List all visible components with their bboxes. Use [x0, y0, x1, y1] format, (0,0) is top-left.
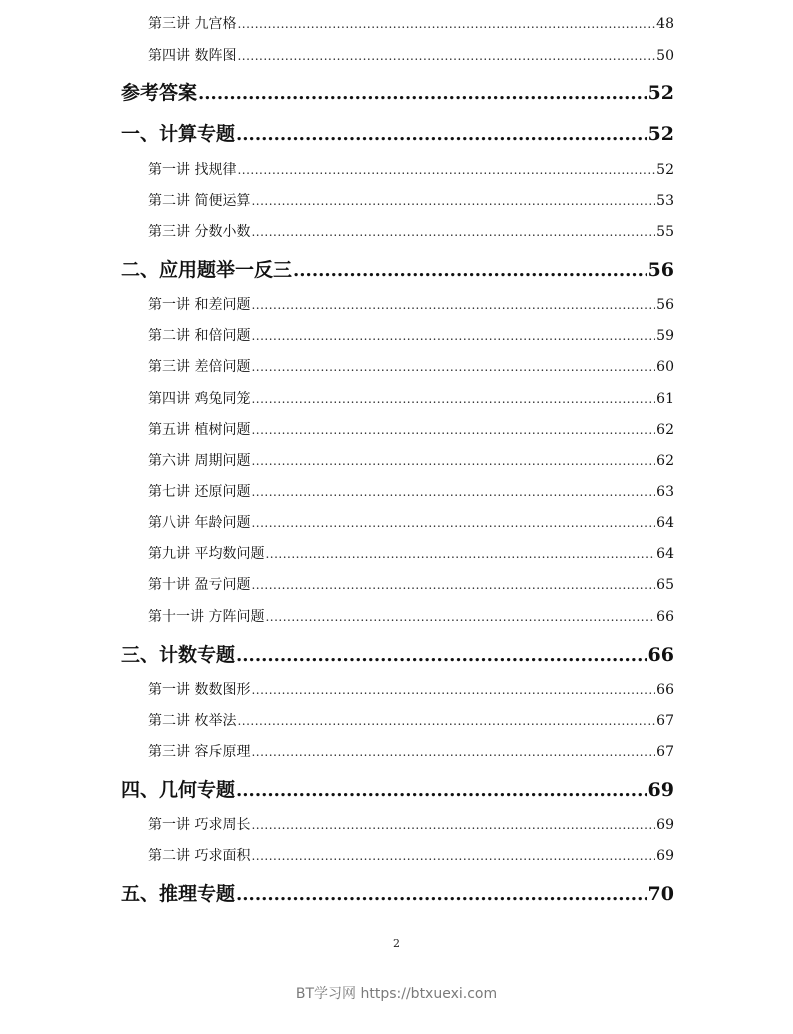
- toc-entry-page: 69: [656, 817, 674, 833]
- toc-entry-page: 62: [656, 453, 674, 469]
- toc-entry-title: 第三讲 分数小数: [148, 224, 251, 240]
- dot-leader: [251, 482, 655, 502]
- watermark-text: BT学习网 https://btxuexi.com: [295, 986, 498, 1002]
- toc-entry-lecture[interactable]: [0, 14, 793, 34]
- toc-entry-page: 50: [656, 48, 674, 64]
- toc-entry-title: 三、计数专题: [121, 644, 236, 666]
- toc-entry-title: 第二讲 巧求面积: [148, 848, 251, 864]
- dot-leader: [251, 846, 655, 866]
- toc-entry-title: 第二讲 和倍问题: [148, 328, 251, 344]
- dot-leader: [265, 607, 655, 627]
- toc-entry-title: 五、推理专题: [121, 883, 236, 905]
- toc-entry-page: 56: [647, 259, 674, 281]
- toc-entry-title: 第十讲 盈亏问题: [148, 577, 251, 593]
- dot-leader: [251, 742, 655, 762]
- toc-entry-title: 第一讲 找规律: [148, 162, 237, 178]
- toc-entry-title: 第三讲 差倍问题: [148, 359, 251, 375]
- toc-entry-page: 52: [656, 162, 674, 178]
- dot-leader: [293, 258, 647, 283]
- toc-entry-page: 64: [656, 546, 674, 562]
- toc-entry-title: 第七讲 还原问题: [148, 484, 251, 500]
- toc-entry-title: 第二讲 枚举法: [148, 713, 237, 729]
- toc-entry-lecture[interactable]: [0, 575, 793, 595]
- toc-entry-section[interactable]: [0, 881, 793, 907]
- dot-leader: [236, 122, 647, 147]
- toc-entry-title: 第三讲 九宫格: [148, 16, 237, 32]
- toc-entry-page: 60: [656, 359, 674, 375]
- toc-entry-title: 第九讲 平均数问题: [148, 546, 265, 562]
- toc-entry-page: 62: [656, 422, 674, 438]
- page-number: 2: [393, 937, 400, 950]
- toc-entry-title: 第一讲 数数图形: [148, 682, 251, 698]
- dot-leader: [251, 295, 655, 315]
- toc-entry-lecture[interactable]: [0, 680, 793, 700]
- toc-entry-lecture[interactable]: [0, 815, 793, 835]
- toc-entry-lecture[interactable]: [0, 420, 793, 440]
- toc-entry-title: 第三讲 容斥原理: [148, 744, 251, 760]
- toc-entry-page: 65: [656, 577, 674, 593]
- toc-entry-lecture[interactable]: [0, 357, 793, 377]
- toc-entry-title: 第四讲 数阵图: [148, 48, 237, 64]
- toc-entry-lecture[interactable]: [0, 482, 793, 502]
- toc-entry-page: 53: [656, 193, 674, 209]
- toc-entry-page: 67: [656, 744, 674, 760]
- dot-leader: [237, 711, 655, 731]
- toc-entry-lecture[interactable]: [0, 607, 793, 627]
- toc-entry-lecture[interactable]: [0, 46, 793, 66]
- toc-entry-page: 69: [656, 848, 674, 864]
- toc-entry-section[interactable]: [0, 257, 793, 283]
- toc-entry-lecture[interactable]: [0, 513, 793, 533]
- toc-entry-page: 70: [647, 883, 674, 905]
- dot-leader: [237, 46, 655, 66]
- dot-leader: [236, 643, 647, 668]
- toc-entry-section[interactable]: [0, 80, 793, 106]
- toc-entry-section[interactable]: [0, 777, 793, 803]
- toc-entry-lecture[interactable]: [0, 742, 793, 762]
- toc-entry-page: 64: [656, 515, 674, 531]
- dot-leader: [237, 160, 655, 180]
- toc-entry-page: 66: [656, 682, 674, 698]
- toc-entry-lecture[interactable]: [0, 544, 793, 564]
- toc-entry-page: 52: [647, 123, 674, 145]
- dot-leader: [251, 222, 655, 242]
- dot-leader: [265, 544, 655, 564]
- toc-entry-title: 第二讲 简便运算: [148, 193, 251, 209]
- toc-entry-page: 55: [656, 224, 674, 240]
- dot-leader: [251, 451, 655, 471]
- dot-leader: [251, 326, 655, 346]
- toc-entry-title: 第一讲 和差问题: [148, 297, 251, 313]
- toc-entry-title: 四、几何专题: [121, 779, 236, 801]
- dot-leader: [236, 778, 647, 803]
- dot-leader: [237, 14, 655, 34]
- toc-entry-page: 66: [656, 609, 674, 625]
- toc-entry-lecture[interactable]: [0, 295, 793, 315]
- dot-leader: [251, 575, 655, 595]
- toc-entry-title: 二、应用题举一反三: [121, 259, 293, 281]
- toc-entry-page: 67: [656, 713, 674, 729]
- toc-entry-page: 59: [656, 328, 674, 344]
- toc-entry-lecture[interactable]: [0, 326, 793, 346]
- dot-leader: [251, 191, 655, 211]
- dot-leader: [251, 815, 655, 835]
- dot-leader: [198, 81, 647, 106]
- dot-leader: [236, 882, 647, 907]
- toc-entry-title: 第五讲 植树问题: [148, 422, 251, 438]
- toc-entry-lecture[interactable]: [0, 846, 793, 866]
- toc-entry-lecture[interactable]: [0, 160, 793, 180]
- toc-entry-lecture[interactable]: [0, 711, 793, 731]
- dot-leader: [251, 389, 655, 409]
- toc-entry-lecture[interactable]: [0, 389, 793, 409]
- toc-entry-page: 66: [647, 644, 674, 666]
- toc-entry-page: 52: [647, 82, 674, 104]
- toc-entry-lecture[interactable]: [0, 191, 793, 211]
- toc-entry-page: 63: [656, 484, 674, 500]
- toc-entry-title: 第四讲 鸡兔同笼: [148, 391, 251, 407]
- dot-leader: [251, 513, 655, 533]
- toc-entry-section[interactable]: [0, 121, 793, 147]
- toc-entry-title: 第八讲 年龄问题: [148, 515, 251, 531]
- dot-leader: [251, 680, 655, 700]
- toc-entry-title: 参考答案: [121, 82, 198, 104]
- toc-entry-section[interactable]: [0, 642, 793, 668]
- toc-entry-page: 61: [656, 391, 674, 407]
- toc-entry-lecture[interactable]: [0, 451, 793, 471]
- toc-entry-lecture[interactable]: [0, 222, 793, 242]
- toc-entry-page: 69: [647, 779, 674, 801]
- dot-leader: [251, 357, 655, 377]
- toc-entry-title: 一、计算专题: [121, 123, 236, 145]
- toc-entry-page: 48: [656, 16, 674, 32]
- toc-entry-page: 56: [656, 297, 674, 313]
- toc-entry-title: 第十一讲 方阵问题: [148, 609, 265, 625]
- toc-entry-title: 第六讲 周期问题: [148, 453, 251, 469]
- dot-leader: [251, 420, 655, 440]
- toc-entry-title: 第一讲 巧求周长: [148, 817, 251, 833]
